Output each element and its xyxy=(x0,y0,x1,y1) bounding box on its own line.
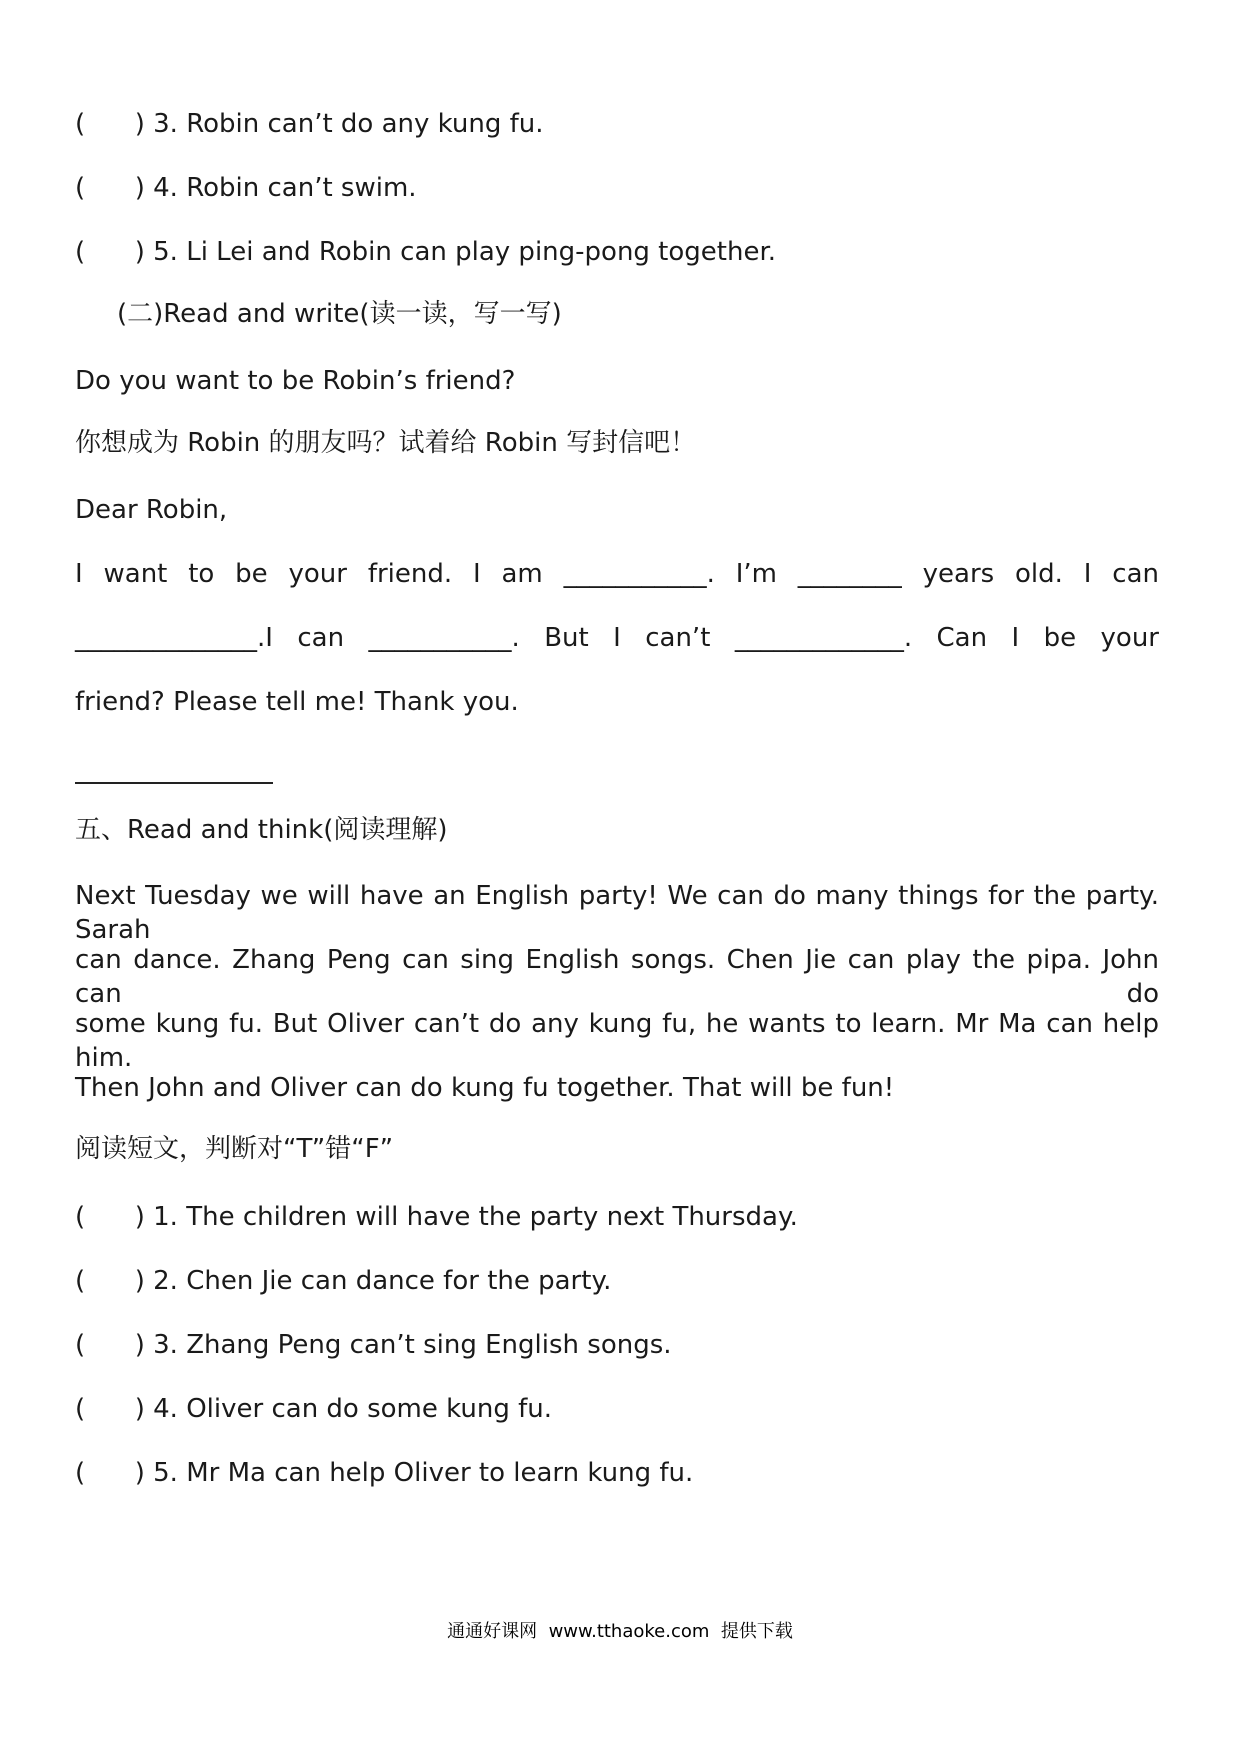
tf-question-3: ( ) 3. Robin can’t do any kung fu. xyxy=(75,109,544,139)
letter-line-1: I want to be your friend. I am ___________. I’m ________ years old. I can xyxy=(75,559,1159,589)
letter-prompt-chinese: 你想成为 Robin 的朋友吗？试着给 Robin 写封信吧！ xyxy=(75,428,697,458)
signature-blank-line xyxy=(75,782,273,784)
letter-salutation: Dear Robin, xyxy=(75,495,228,525)
letter-line-3: friend? Please tell me! Thank you. xyxy=(75,687,519,717)
passage-line-4: Then John and Oliver can do kung fu together. That will be fun! xyxy=(75,1073,895,1103)
judge-instruction: 阅读短文，判断对“T”错“F” xyxy=(75,1134,394,1164)
passage-line-3: some kung fu. But Oliver can’t do any kung fu, he wants to learn. Mr Ma can help him. xyxy=(75,1009,1159,1073)
judge-question-4: ( ) 4. Oliver can do some kung fu. xyxy=(75,1394,553,1424)
passage-line-1: Next Tuesday we will have an English party! We can do many things for the party. Sarah xyxy=(75,881,1159,945)
section-five-heading: 五、Read and think(阅读理解) xyxy=(75,815,448,845)
passage-line-2: can dance. Zhang Peng can sing English songs. Chen Jie can play the pipa. John can do xyxy=(75,945,1159,1009)
footer-source: 通通好课网 www.tthaoke.com 提供下载 xyxy=(447,1621,793,1642)
judge-question-5: ( ) 5. Mr Ma can help Oliver to learn kung fu. xyxy=(75,1458,694,1488)
section-two-heading: (二)Read and write(读一读，写一写) xyxy=(117,299,562,329)
judge-question-3: ( ) 3. Zhang Peng can’t sing English songs. xyxy=(75,1330,672,1360)
tf-question-5: ( ) 5. Li Lei and Robin can play ping-pong together. xyxy=(75,237,777,267)
judge-question-1: ( ) 1. The children will have the party next Thursday. xyxy=(75,1202,798,1232)
tf-question-4: ( ) 4. Robin can’t swim. xyxy=(75,173,417,203)
letter-line-2: ______________.I can ___________. But I can’t _____________. Can I be your xyxy=(75,623,1159,653)
letter-prompt-english: Do you want to be Robin’s friend? xyxy=(75,366,516,396)
judge-question-2: ( ) 2. Chen Jie can dance for the party. xyxy=(75,1266,612,1296)
